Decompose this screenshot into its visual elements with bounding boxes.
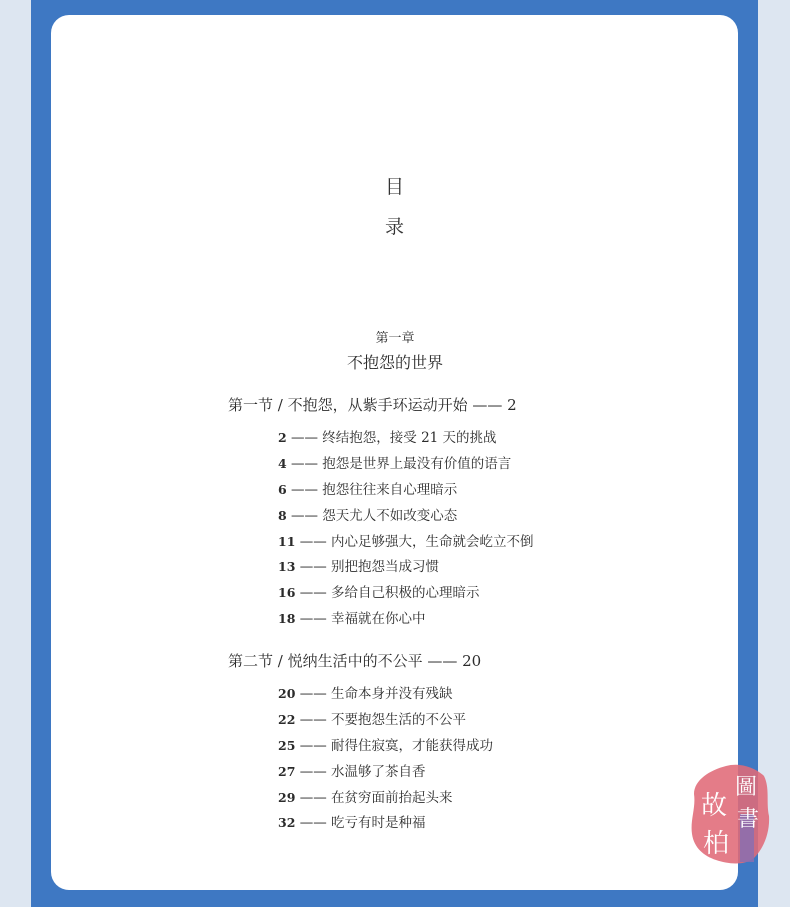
- entry-title: 多给自己积极的心理暗示: [331, 585, 480, 602]
- entry-title: 耐得住寂寞，才能获得成功: [331, 737, 493, 754]
- entry-page-number: 25: [278, 737, 296, 753]
- entry-page-number: 6: [278, 481, 287, 497]
- seal-char: 圖: [734, 775, 758, 800]
- toc-entry: [278, 736, 493, 762]
- toc-entry: [278, 788, 493, 814]
- toc-title-char-2: 录: [384, 216, 404, 238]
- entry-page-number: 32: [278, 815, 296, 831]
- toc-entry: [278, 532, 534, 558]
- toc-entry: [278, 609, 534, 635]
- chapter-title: 不抱怨的世界: [346, 353, 443, 372]
- entry-dash: ——: [299, 763, 327, 780]
- entry-title: 抱怨是世界上最没有价值的语言: [322, 455, 512, 472]
- entry-dash: ——: [299, 815, 327, 832]
- bookstore-seal-stamp: [690, 762, 770, 866]
- entry-dash: ——: [299, 585, 327, 602]
- entry-dash: ——: [299, 559, 327, 576]
- entry-dash: ——: [299, 737, 327, 754]
- entry-title: 水温够了茶自香: [331, 763, 426, 780]
- toc-entry: [278, 428, 534, 454]
- section-heading-1: 第一节 / 不抱怨，从紫手环运动开始 —— 2: [228, 396, 517, 414]
- entry-dash: ——: [299, 686, 327, 702]
- entry-page-number: 18: [278, 611, 296, 627]
- entry-title: 别把抱怨当成习惯: [331, 559, 439, 576]
- entry-page-number: 22: [278, 711, 296, 727]
- toc-entry: [278, 813, 493, 839]
- entry-page-number: 8: [278, 507, 287, 523]
- toc-entry: [278, 557, 534, 583]
- toc-entry: [278, 506, 534, 532]
- section-2-entries: [278, 684, 493, 839]
- section-heading-2: 第二节 / 悦纳生活中的不公平 —— 20: [228, 652, 482, 670]
- entry-title: 在贫穷面前抬起头来: [331, 789, 453, 806]
- toc-entry: [278, 583, 534, 609]
- entry-title: 终结抱怨，接受 21 天的挑战: [322, 430, 497, 446]
- chapter-label: 第一章: [375, 331, 415, 346]
- toc-entry: [278, 710, 493, 736]
- entry-dash: ——: [299, 611, 327, 628]
- entry-dash: ——: [291, 455, 318, 472]
- entry-title: 生命本身并没有残缺: [331, 686, 453, 702]
- toc-entry: [278, 762, 493, 788]
- entry-dash: ——: [299, 711, 327, 728]
- seal-char: 書: [736, 807, 760, 832]
- entry-title: 吃亏有时是种福: [331, 815, 426, 832]
- entry-dash: ——: [299, 789, 327, 806]
- section-1-entries: [278, 428, 534, 635]
- toc-entry: [278, 454, 534, 480]
- entry-page-number: 11: [278, 533, 296, 549]
- entry-title: 幸福就在你心中: [331, 611, 426, 628]
- entry-page-number: 20: [278, 686, 296, 701]
- entry-title: 不要抱怨生活的不公平: [331, 711, 466, 728]
- entry-page-number: 13: [278, 559, 296, 575]
- entry-dash: ——: [291, 507, 318, 524]
- seal-char: 故: [700, 791, 728, 821]
- entry-dash: ——: [291, 430, 318, 446]
- toc-title-char-1: 目: [384, 176, 404, 198]
- entry-title: 内心足够强大，生命就会屹立不倒: [331, 533, 534, 550]
- entry-title: 怨天尤人不如改变心态: [322, 507, 458, 524]
- entry-page-number: 29: [278, 789, 296, 805]
- toc-entry: [278, 480, 534, 506]
- entry-dash: ——: [299, 533, 327, 550]
- entry-title: 抱怨往往来自心理暗示: [322, 481, 458, 498]
- entry-page-number: 27: [278, 763, 296, 779]
- entry-page-number: 2: [278, 430, 287, 445]
- entry-dash: ——: [291, 481, 318, 498]
- seal-char: 柏: [702, 829, 730, 859]
- entry-page-number: 16: [278, 585, 296, 601]
- entry-page-number: 4: [278, 455, 287, 471]
- toc-entry: [278, 684, 493, 710]
